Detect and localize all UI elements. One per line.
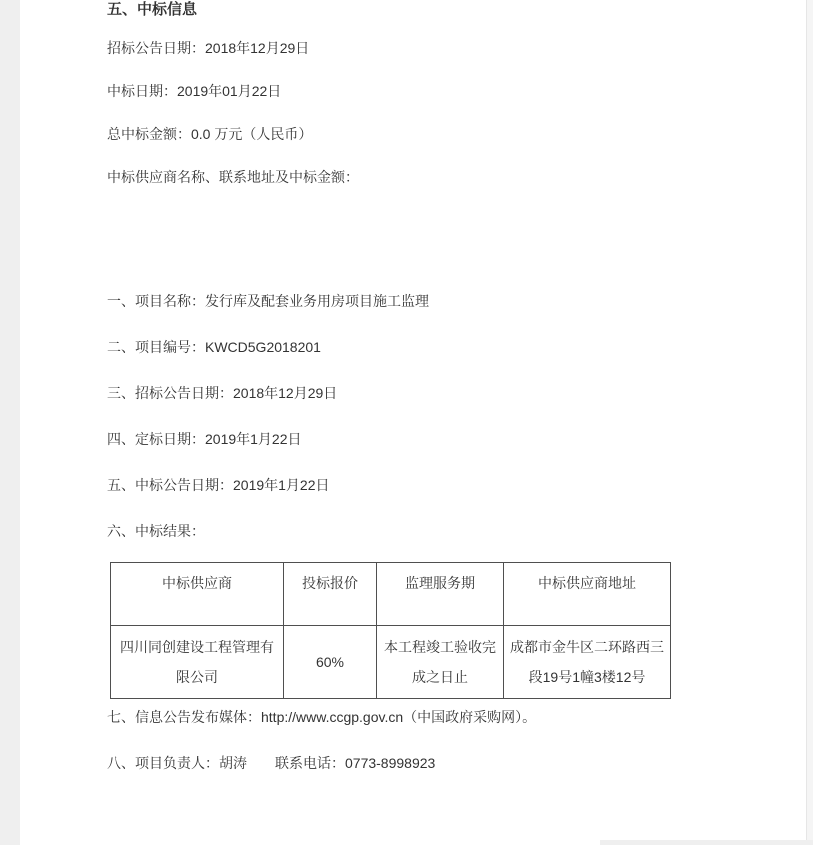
table-header-row (111, 563, 671, 626)
project-contact-line: 八、项目负责人：胡涛 联系电话：0773-8998923 (107, 755, 436, 771)
award-result-label-line: 六、中标结果： (107, 523, 205, 539)
supplier-info-label-line: 中标供应商名称、联系地址及中标金额： (107, 169, 359, 185)
award-decision-date-line: 四、定标日期：2019年1月22日 (107, 431, 302, 447)
total-award-amount-line: 总中标金额：0.0 万元（人民币） (107, 126, 313, 142)
tender-announcement-date-line-2: 三、招标公告日期：2018年12月29日 (107, 385, 338, 401)
cell-bid-price: 60% (284, 626, 377, 699)
award-date-line: 中标日期：2019年01月22日 (107, 83, 282, 99)
project-number-line: 二、项目编号：KWCD5G2018201 (107, 339, 321, 355)
award-announcement-date-line: 五、中标公告日期：2019年1月22日 (107, 477, 330, 493)
project-name-line: 一、项目名称：发行库及配套业务用房项目施工监理 (107, 293, 429, 309)
header-cell-supplier-address: 中标供应商地址 (504, 563, 671, 626)
content-panel (20, 0, 807, 845)
cell-supplier: 四川同创建设工程管理有限公司 (111, 626, 284, 699)
table-row (111, 626, 671, 699)
header-cell-supplier: 中标供应商 (111, 563, 284, 626)
award-result-table (110, 562, 671, 699)
header-cell-supervision-period: 监理服务期 (377, 563, 504, 626)
header-cell-bid-price: 投标报价 (284, 563, 377, 626)
publish-media-line: 七、信息公告发布媒体：http://www.ccgp.gov.cn（中国政府采购网）。 (107, 709, 537, 725)
cell-supervision-period: 本工程竣工验收完成之日止 (377, 626, 504, 699)
announcement-body (20, 0, 807, 771)
right-margin-strip (806, 0, 813, 845)
tender-announcement-date-line: 招标公告日期：2018年12月29日 (107, 40, 310, 56)
cell-supplier-address: 成都市金牛区二环路西三段19号1幢3楼12号 (504, 626, 671, 699)
section-heading-award-info: 五、中标信息 (107, 1, 198, 18)
bottom-margin-strip (600, 840, 813, 845)
